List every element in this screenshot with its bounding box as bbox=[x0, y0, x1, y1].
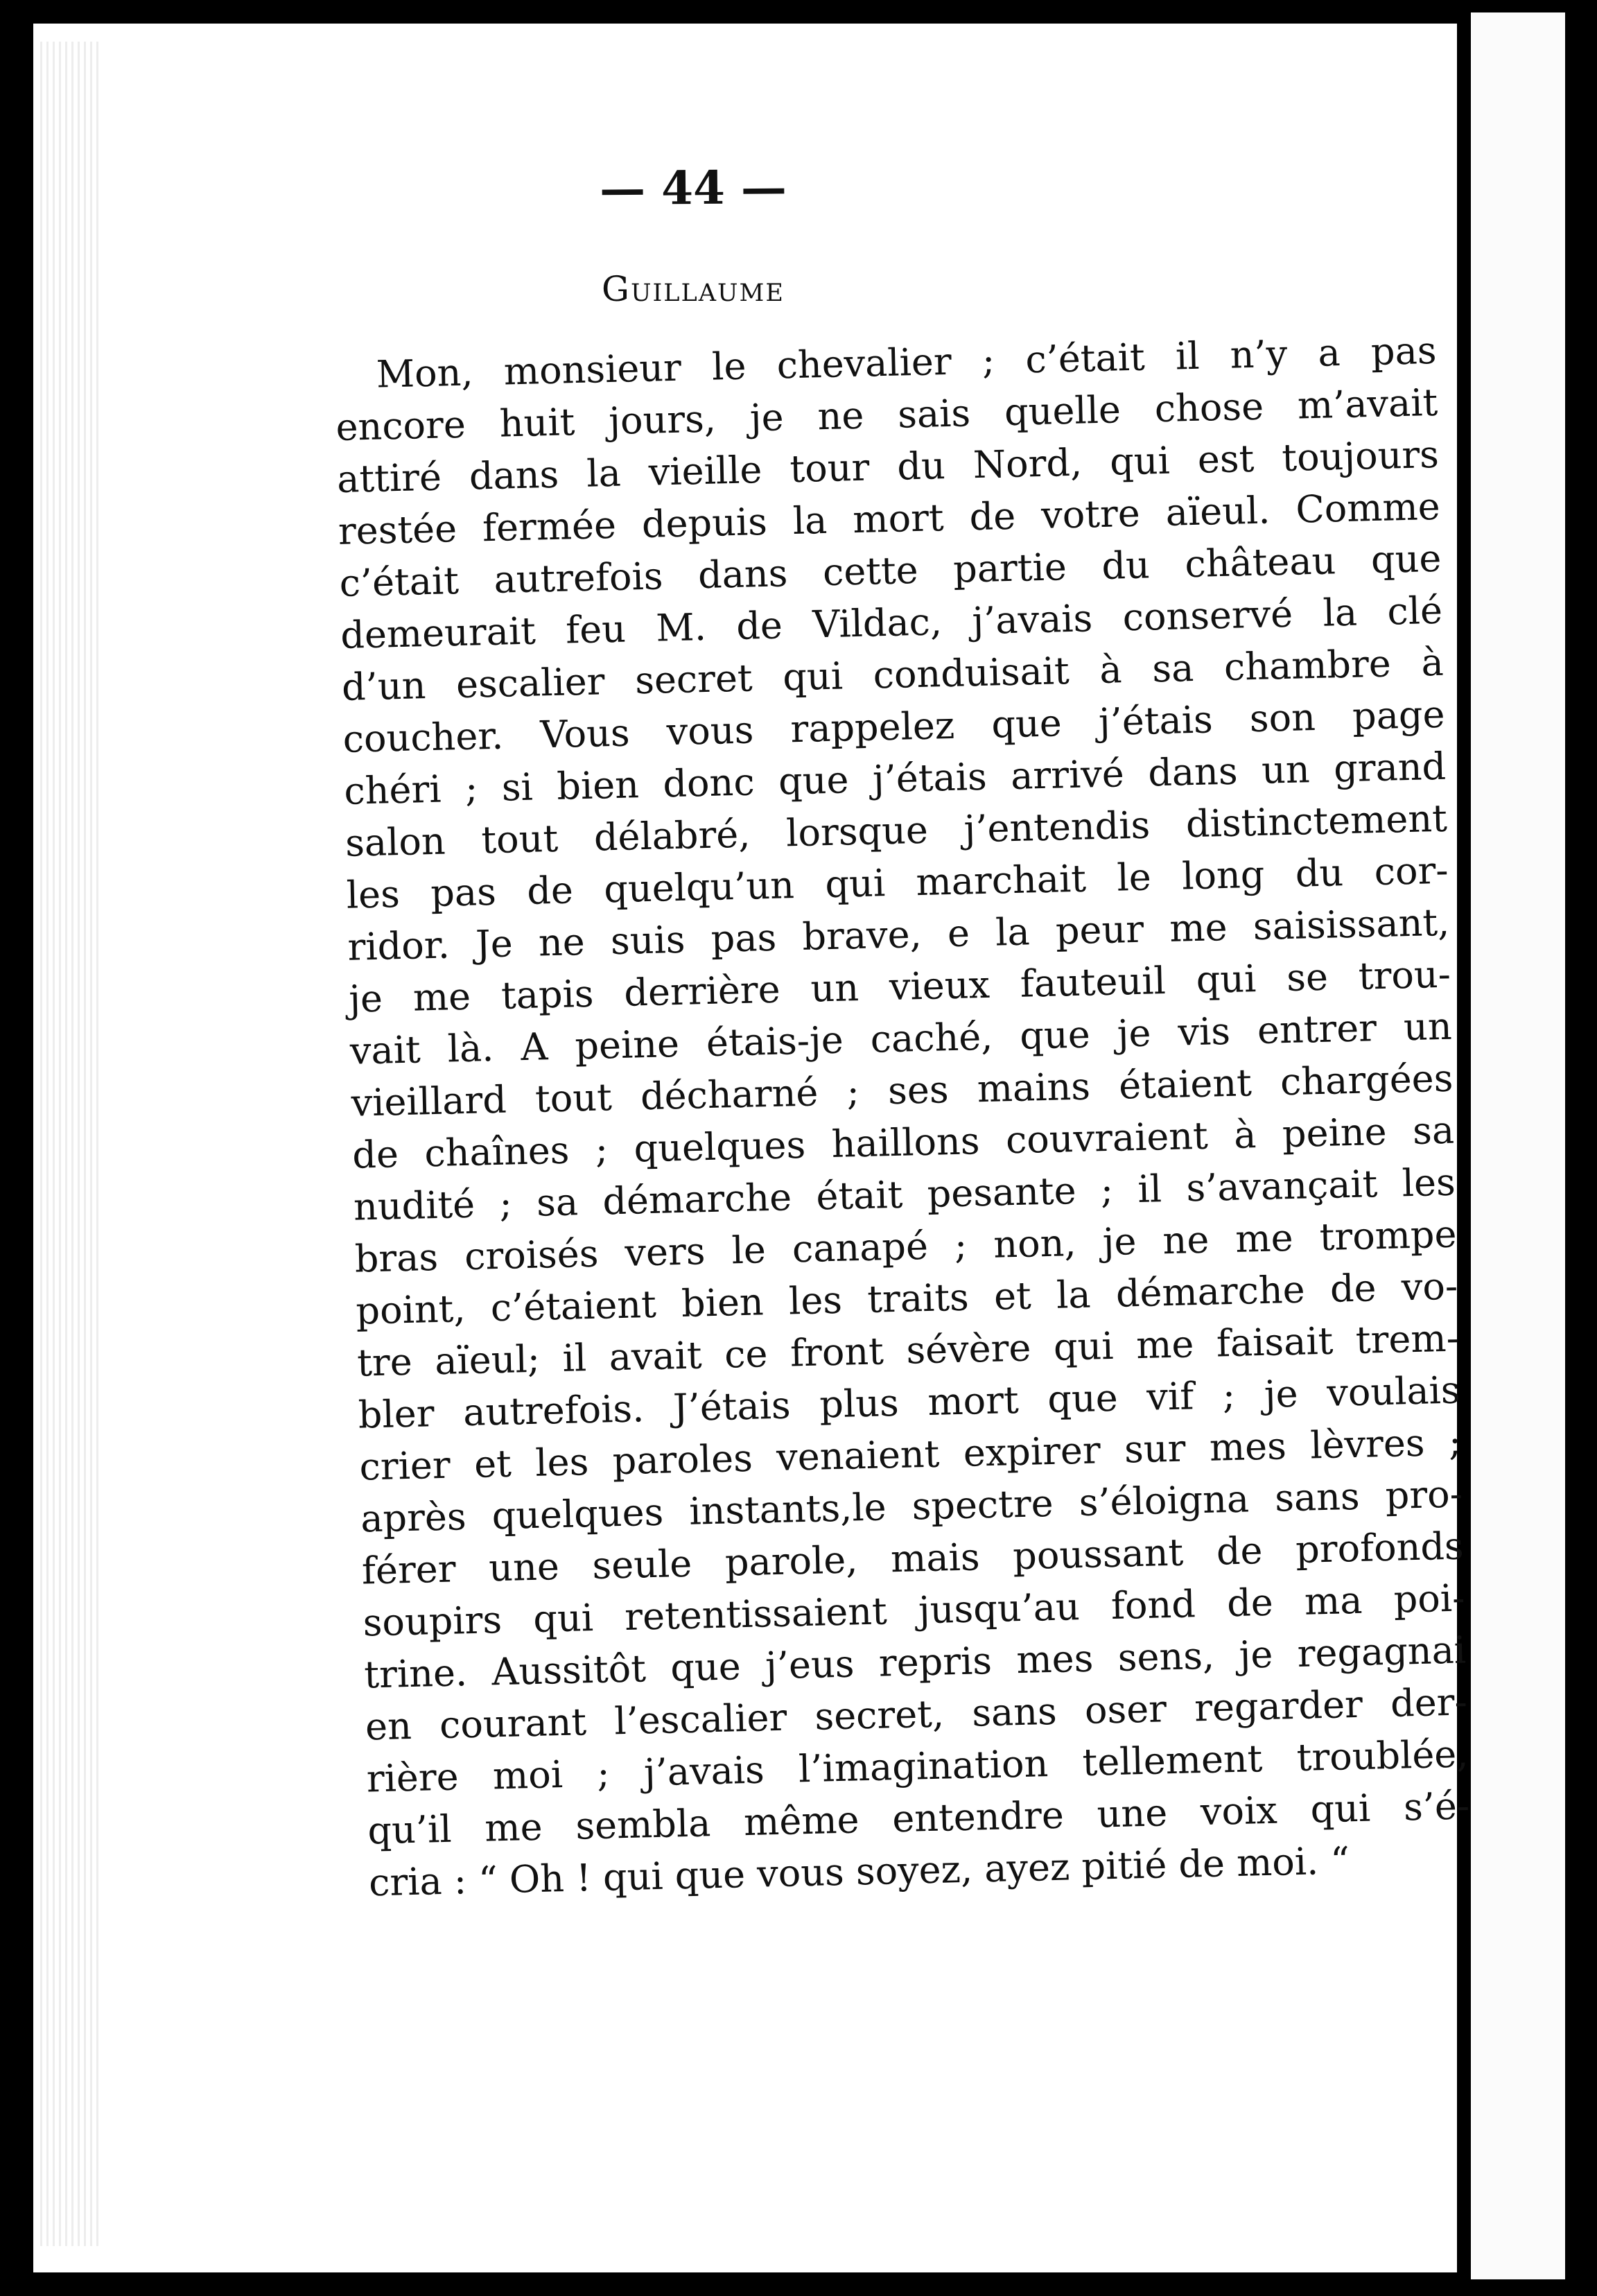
binding-shadow bbox=[1457, 0, 1469, 2296]
text-line: chéri ; si bien donc que j’étais arrivé dans un grand bbox=[343, 744, 1447, 813]
text-line: qu’il me sembla même entendre une voix qui s’é- bbox=[367, 1784, 1470, 1853]
text-line: férer une seule parole, mais poussant de profonds bbox=[361, 1524, 1465, 1593]
text-line: rière moi ; j’avais l’imagination tellement troublée, bbox=[366, 1732, 1469, 1801]
text-line: encore huit jours, je ne sais quelle chose m’avait bbox=[335, 380, 1438, 449]
text-line: les pas de quelqu’un qui marchait le long du cor- bbox=[346, 848, 1449, 917]
text-line: ridor. Je ne suis pas brave, e la peur me saisissant, bbox=[347, 900, 1450, 969]
text-line: cria : “ Oh ! qui que vous soyez, ayez pitié de moi. “ bbox=[368, 1838, 1350, 1905]
text-line: trine. Aussitôt que j’eus repris mes sens, je regagnai bbox=[363, 1628, 1467, 1697]
text-line: vait là. A peine étais-je caché, que je vis entrer un bbox=[349, 1004, 1453, 1073]
text-line: c’était autrefois dans cette partie du château que bbox=[338, 536, 1442, 605]
page-edges bbox=[40, 42, 98, 2246]
text-line: crier et les paroles venaient expirer sur mes lèvres ; bbox=[358, 1420, 1462, 1489]
text-line: demeurait feu M. de Vildac, j’avais conservé la clé bbox=[340, 588, 1443, 657]
text-line: vieillard tout décharné ; ses mains étaient chargées bbox=[350, 1056, 1454, 1125]
text-line: je me tapis derrière un vieux fauteuil qui se trou- bbox=[348, 952, 1451, 1021]
body-text bbox=[334, 324, 1472, 1908]
text-line: Mon, monsieur le chevalier ; c’était il n’y a pas bbox=[376, 328, 1438, 397]
page-number: — 44 — bbox=[599, 160, 787, 216]
text-line: coucher. Vous vous rappelez que j’étais son page bbox=[342, 692, 1446, 761]
text-line: d’un escalier secret qui conduisait à sa chambre à bbox=[341, 640, 1445, 709]
scan-border bbox=[1565, 0, 1597, 2296]
text-line: bras croisés vers le canapé ; non, je ne me trompe bbox=[354, 1212, 1458, 1281]
text-line: point, c’étaient bien les traits et la démarche de vo- bbox=[355, 1264, 1458, 1333]
text-line: de chaînes ; quelques haillons couvraient à peine sa bbox=[351, 1108, 1455, 1177]
text-line: soupirs qui retentissaient jusqu’au fond de ma poi- bbox=[362, 1576, 1465, 1645]
speaker-name: Guillaume bbox=[602, 269, 785, 309]
adjacent-page-edge bbox=[1471, 12, 1565, 2279]
text-line: salon tout délabré, lorsque j’entendis distinctement bbox=[344, 796, 1448, 865]
text-line: bler autrefois. J’étais plus mort que vif ; je voulais bbox=[358, 1368, 1461, 1437]
text-line: en courant l’escalier secret, sans oser regarder der- bbox=[365, 1680, 1468, 1749]
text-line: restée fermée depuis la mort de votre aïeul. Comme bbox=[338, 484, 1441, 553]
text-line: attiré dans la vieille tour du Nord, qui est toujours bbox=[336, 432, 1440, 501]
text-line: après quelques instants,le spectre s’éloigna sans pro- bbox=[360, 1472, 1463, 1541]
text-line: nudité ; sa démarche était pesante ; il s’avançait les bbox=[353, 1160, 1456, 1229]
text-line: tre aïeul; il avait ce front sévère qui me faisait trem- bbox=[356, 1316, 1460, 1385]
